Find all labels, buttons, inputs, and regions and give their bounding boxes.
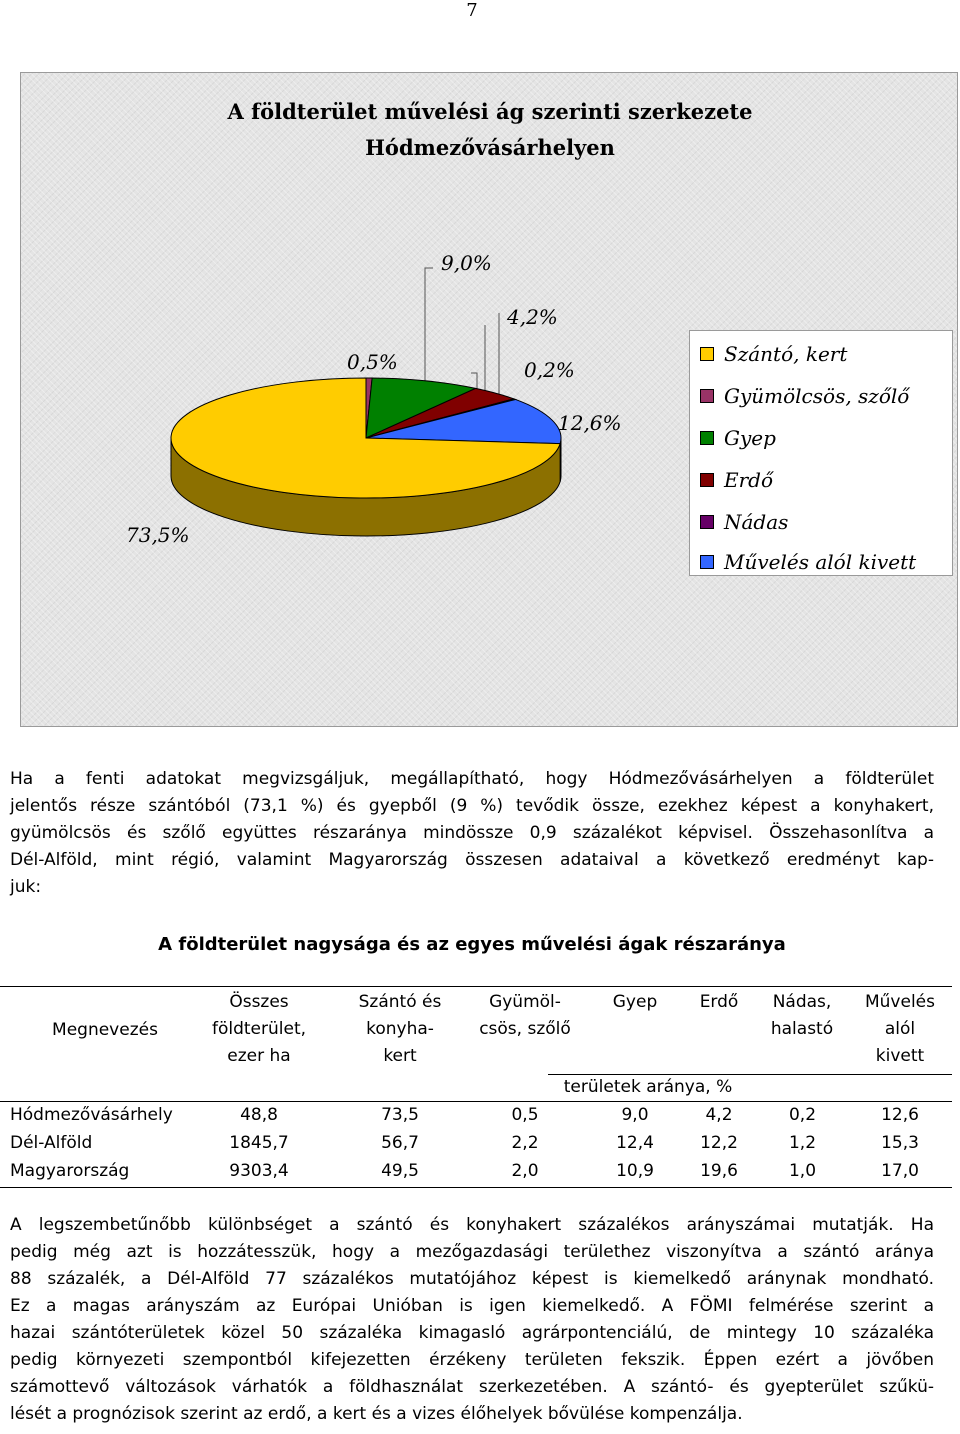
- pie-chart: [20, 72, 958, 727]
- table-cell: 2,0: [511, 1161, 539, 1181]
- table-cell: 1,0: [788, 1161, 817, 1181]
- table-cell: 17,0: [881, 1161, 919, 1181]
- table-title: A földterület nagysága és az egyes művelési ágak részaránya: [158, 934, 786, 955]
- legend-swatch-gyumolcsos: [700, 389, 714, 403]
- pie-label-erdo: 4,2%: [507, 305, 558, 329]
- table-row-name: Dél-Alföld: [10, 1133, 93, 1153]
- col-header-gyep: Gyep: [612, 992, 658, 1012]
- table-cell: 49,5: [381, 1161, 419, 1181]
- paragraph-line: 88 százalék, a Dél-Alföld 77 százalékos mutatójához képest is kiemelkedő aránynak mondható.: [10, 1269, 934, 1289]
- paragraph-line: jelentős része szántóból (73,1 %) és gyepből (9 %) tevődik össze, ezekhez képest a konyhakert,: [10, 796, 934, 816]
- legend-label-muveles: Művelés alól kivett: [724, 550, 917, 574]
- paragraph-line: Ez a magas arányszám az Európai Unióban is igen kiemelkedő. A FÖMI felmérése szerint a: [10, 1296, 934, 1316]
- table-cell: 2,2: [511, 1133, 539, 1153]
- table-cell: 12,6: [881, 1105, 919, 1125]
- legend-label-nadas: Nádas: [724, 510, 789, 534]
- paragraph-intro: [10, 766, 934, 901]
- paragraph-line: hazai szántóterületek közel 50 százaléka kimagasló agrárpontenciálú, de mintegy 10 százaléka: [10, 1323, 934, 1343]
- table-cell: 9303,4: [229, 1161, 289, 1181]
- table-bottom-rule: [0, 1187, 952, 1188]
- legend-label-gyumolcsos: Gyümölcsös, szőlő: [724, 384, 910, 408]
- legend-swatch-szanto: [700, 347, 714, 361]
- paragraph-line: számottevő változások várhatók a földhasználat szerkezetében. A szántó- és gyepterület szűkü-: [10, 1377, 934, 1397]
- paragraph-line: lését a prognózisok szerint az erdő, a kert és a vizes élőhelyek bővülése kompenzálja.: [10, 1404, 743, 1424]
- chart-title-line-1: A földterület művelési ág szerinti szerkezete: [227, 99, 753, 124]
- paragraph-line: gyümölcsös és szőlő együttes részaránya mindössze 0,9 százalékot képvisel. Összehasonlítva a: [10, 823, 934, 843]
- page-number: 7: [466, 0, 478, 21]
- table-row-name: Magyarország: [10, 1161, 130, 1181]
- col-header-name: Megnevezés: [52, 1020, 158, 1040]
- paragraph-line: juk:: [10, 877, 42, 897]
- table-top-rule: [0, 986, 952, 987]
- col-header-muveles-line: alól: [884, 1019, 916, 1039]
- pie-label-szanto: 73,5%: [126, 523, 190, 547]
- legend-item-szanto: [700, 339, 847, 369]
- table-cell: 19,6: [700, 1161, 738, 1181]
- col-subheader-unit: területek aránya, %: [563, 1077, 733, 1097]
- col-header-total-line: ezer ha: [227, 1046, 291, 1066]
- pie-label-nadas: 0,2%: [524, 358, 575, 382]
- table-cell: 9,0: [621, 1105, 649, 1125]
- table-cell: 1845,7: [229, 1133, 289, 1153]
- legend-item-gyumolcsos: [700, 381, 909, 411]
- legend-item-nadas: [700, 507, 788, 537]
- legend-item-erdo: [700, 465, 773, 495]
- paragraph-line: Ha a fenti adatokat megvizsgáljuk, megállapítható, hogy Hódmezővásárhelyen a földterület: [10, 769, 934, 789]
- legend-label-gyep: Gyep: [724, 426, 776, 450]
- col-header-gyumolcsos-line: csös, szőlő: [479, 1019, 571, 1039]
- table-cell: 15,3: [881, 1133, 919, 1153]
- legend-swatch-muveles: [700, 555, 714, 569]
- legend-item-gyep: [700, 423, 776, 453]
- table-cell: 10,9: [616, 1161, 654, 1181]
- col-header-muveles-line: kivett: [875, 1046, 925, 1066]
- table-cell: 73,5: [381, 1105, 419, 1125]
- legend-label-erdo: Erdő: [724, 468, 774, 492]
- pie-slices: [171, 378, 561, 536]
- col-header-nadas-line: Nádas,: [772, 992, 832, 1012]
- chart-title-line-2: Hódmezővásárhelyen: [365, 135, 615, 160]
- table-cell: 1,2: [788, 1133, 817, 1153]
- legend-label-szanto: Szántó, kert: [724, 342, 848, 366]
- paragraph-line: Dél-Alföld, mint régió, valamint Magyarország összesen adataival a következő eredményt kap-: [10, 850, 934, 870]
- col-header-total-line: Összes: [229, 992, 289, 1012]
- table-cell: 48,8: [240, 1105, 278, 1125]
- col-header-muveles-line: Művelés: [864, 992, 935, 1012]
- table-row-name: Hódmezővásárhely: [10, 1105, 173, 1125]
- col-header-gyumolcsos-line: Gyümöl-: [489, 992, 561, 1012]
- table-cell: 12,2: [700, 1133, 738, 1153]
- table-cell: 4,2: [705, 1105, 733, 1125]
- paragraph-line: pedig környezeti szempontból kifejezetten érzékeny területen fekszik. Éppen ezért a jövőben: [10, 1350, 934, 1370]
- paragraph-line: A legszembetűnőbb különbséget a szántó és konyhakert százalékos arányszámai mutatják. Ha: [10, 1215, 934, 1235]
- col-header-erdo: Erdő: [699, 992, 739, 1012]
- table-cell: 12,4: [616, 1133, 654, 1153]
- legend-swatch-erdo: [700, 473, 714, 487]
- col-header-szanto-line: Szántó és: [358, 992, 442, 1012]
- table-cell: 0,2: [788, 1105, 817, 1125]
- legend-item-muveles: [700, 547, 916, 577]
- pie-label-muveles: 12,6%: [558, 411, 622, 435]
- legend-swatch-gyep: [700, 431, 714, 445]
- col-header-szanto-line: konyha-: [366, 1019, 434, 1039]
- pie-label-gyep: 9,0%: [441, 251, 492, 275]
- col-header-nadas-line: halastó: [770, 1019, 834, 1039]
- pie-label-gyumolcsos: 0,5%: [347, 350, 398, 374]
- paragraph-conclusion: [10, 1212, 934, 1428]
- paragraph-line: pedig még azt is hozzátesszük, hogy a mezőgazdasági területhez viszonyítva a szántó aránya: [10, 1242, 934, 1262]
- chart-legend: [689, 330, 953, 576]
- legend-swatch-nadas: [700, 515, 714, 529]
- col-header-total-line: földterület,: [211, 1019, 307, 1039]
- table-cell: 56,7: [381, 1133, 419, 1153]
- col-header-szanto-line: kert: [383, 1046, 417, 1066]
- table-cell: 0,5: [511, 1105, 539, 1125]
